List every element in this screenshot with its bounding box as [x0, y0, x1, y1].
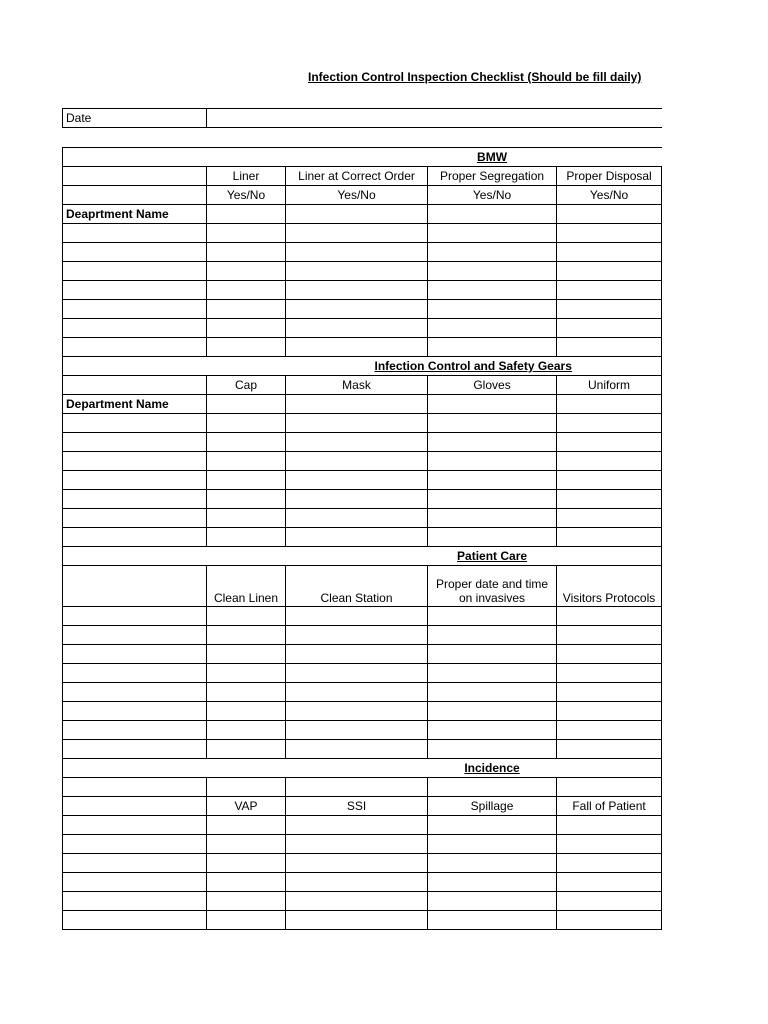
table-cell[interactable]	[286, 778, 428, 797]
column-header-date-time-invasives: Proper date and time on invasives	[428, 566, 557, 607]
table-cell[interactable]	[557, 683, 662, 702]
table-cell[interactable]	[557, 490, 662, 509]
table-cell[interactable]	[286, 702, 428, 721]
table-cell[interactable]	[428, 645, 557, 664]
table-cell[interactable]	[207, 892, 286, 911]
table-row	[63, 664, 662, 683]
table-row	[63, 854, 662, 873]
table-cell[interactable]	[207, 721, 286, 740]
table-cell[interactable]	[286, 490, 428, 509]
table-cell[interactable]	[207, 452, 286, 471]
section-heading-gears: Infection Control and Safety Gears	[286, 357, 662, 376]
column-header-gloves: Gloves	[428, 376, 557, 395]
column-header-proper-segregation: Proper Segregation	[428, 167, 557, 186]
table-cell[interactable]	[286, 528, 428, 547]
table-row	[63, 626, 662, 645]
subheader-yes-no: Yes/No	[557, 186, 662, 205]
table-cell[interactable]	[557, 702, 662, 721]
table-cell[interactable]	[428, 471, 557, 490]
table-cell[interactable]	[63, 835, 207, 854]
table-cell[interactable]	[428, 528, 557, 547]
table-cell[interactable]	[428, 262, 557, 281]
table-cell[interactable]	[286, 509, 428, 528]
table-cell[interactable]	[286, 892, 428, 911]
column-header-liner-correct-order: Liner at Correct Order	[286, 167, 428, 186]
table-cell[interactable]	[207, 702, 286, 721]
table-row	[63, 778, 662, 797]
table-cell[interactable]	[286, 835, 428, 854]
table-cell[interactable]	[557, 528, 662, 547]
column-header-visitors-protocols: Visitors Protocols	[557, 566, 662, 607]
table-cell[interactable]	[207, 300, 286, 319]
table-row	[63, 262, 662, 281]
table-cell[interactable]	[428, 664, 557, 683]
table-row	[63, 490, 662, 509]
table-cell[interactable]	[286, 471, 428, 490]
column-header-fall-of-patient: Fall of Patient	[557, 797, 662, 816]
table-cell[interactable]	[557, 395, 662, 414]
table-cell[interactable]	[207, 338, 286, 357]
table-cell[interactable]	[428, 721, 557, 740]
table-cell[interactable]	[557, 281, 662, 300]
table-cell[interactable]	[428, 338, 557, 357]
table-row	[63, 740, 662, 759]
table-cell[interactable]	[286, 414, 428, 433]
table-cell[interactable]	[557, 626, 662, 645]
table-row	[63, 414, 662, 433]
table-row	[63, 702, 662, 721]
table-cell[interactable]	[428, 835, 557, 854]
table-cell[interactable]	[207, 835, 286, 854]
table-row	[63, 319, 662, 338]
table-cell[interactable]	[557, 778, 662, 797]
table-cell[interactable]	[63, 338, 207, 357]
table-cell[interactable]	[286, 854, 428, 873]
table-cell[interactable]	[63, 664, 207, 683]
table-cell[interactable]	[428, 702, 557, 721]
table-row	[63, 243, 662, 262]
table-cell[interactable]	[557, 452, 662, 471]
table-cell[interactable]	[428, 433, 557, 452]
table-row	[63, 471, 662, 490]
table-cell[interactable]	[286, 452, 428, 471]
table-cell[interactable]	[63, 854, 207, 873]
table-cell[interactable]	[207, 911, 286, 930]
table-cell[interactable]	[428, 892, 557, 911]
table-cell[interactable]	[63, 319, 207, 338]
table-cell[interactable]	[207, 262, 286, 281]
table-cell[interactable]	[63, 778, 207, 797]
table-cell[interactable]	[63, 490, 207, 509]
table-cell[interactable]	[207, 243, 286, 262]
table-cell[interactable]	[207, 664, 286, 683]
table-cell[interactable]	[428, 911, 557, 930]
table-cell[interactable]	[428, 873, 557, 892]
section-heading-bmw: BMW	[428, 148, 557, 167]
table-cell[interactable]	[207, 626, 286, 645]
table-cell[interactable]	[286, 607, 428, 626]
table-cell[interactable]	[428, 607, 557, 626]
table-cell[interactable]	[428, 452, 557, 471]
table-cell[interactable]	[557, 243, 662, 262]
table-row	[63, 205, 662, 224]
table-cell[interactable]	[557, 892, 662, 911]
table-cell[interactable]	[286, 433, 428, 452]
table-cell[interactable]	[557, 645, 662, 664]
table-cell[interactable]	[286, 262, 428, 281]
table-cell[interactable]	[286, 224, 428, 243]
table-cell[interactable]	[207, 433, 286, 452]
table-cell[interactable]	[63, 262, 207, 281]
table-cell[interactable]	[286, 683, 428, 702]
table-row	[63, 452, 662, 471]
table-cell[interactable]	[286, 338, 428, 357]
column-header-vap: VAP	[207, 797, 286, 816]
table-cell[interactable]	[63, 702, 207, 721]
table-row	[63, 645, 662, 664]
table-row	[63, 607, 662, 626]
table-cell[interactable]	[557, 224, 662, 243]
table-cell[interactable]	[286, 664, 428, 683]
table-cell[interactable]	[428, 778, 557, 797]
checklist-table	[62, 147, 662, 930]
table-cell[interactable]	[428, 740, 557, 759]
column-header-spillage: Spillage	[428, 797, 557, 816]
table-cell[interactable]	[428, 816, 557, 835]
table-cell[interactable]	[286, 626, 428, 645]
table-cell[interactable]	[63, 626, 207, 645]
table-cell[interactable]	[428, 509, 557, 528]
date-label: Date	[63, 109, 207, 128]
table-cell[interactable]	[63, 721, 207, 740]
table-cell[interactable]	[428, 414, 557, 433]
table-cell[interactable]	[557, 319, 662, 338]
table-cell[interactable]	[63, 683, 207, 702]
table-cell[interactable]	[286, 281, 428, 300]
date-input-cell[interactable]	[207, 109, 662, 128]
column-header-proper-disposal: Proper Disposal	[557, 167, 662, 186]
column-header-clean-station: Clean Station	[286, 566, 428, 607]
table-cell[interactable]	[557, 607, 662, 626]
table-row	[63, 281, 662, 300]
table-cell[interactable]	[207, 816, 286, 835]
table-row	[63, 816, 662, 835]
table-cell[interactable]	[207, 319, 286, 338]
table-cell[interactable]	[63, 433, 207, 452]
table-cell[interactable]	[286, 300, 428, 319]
date-table	[62, 108, 662, 128]
table-cell[interactable]	[557, 740, 662, 759]
table-cell[interactable]	[286, 319, 428, 338]
row-label-department: Department Name	[63, 395, 207, 414]
table-cell[interactable]	[63, 414, 207, 433]
column-header-cap: Cap	[207, 376, 286, 395]
table-cell[interactable]	[428, 224, 557, 243]
subheader-yes-no: Yes/No	[286, 186, 428, 205]
table-cell[interactable]	[63, 740, 207, 759]
column-header-liner: Liner	[207, 167, 286, 186]
table-row	[63, 683, 662, 702]
table-cell[interactable]	[428, 683, 557, 702]
table-cell[interactable]	[557, 835, 662, 854]
table-cell[interactable]	[207, 854, 286, 873]
table-cell[interactable]	[286, 395, 428, 414]
table-cell[interactable]	[63, 509, 207, 528]
table-row	[63, 873, 662, 892]
table-row	[63, 300, 662, 319]
table-row	[63, 892, 662, 911]
table-row	[63, 509, 662, 528]
table-cell[interactable]	[557, 664, 662, 683]
table-cell[interactable]	[207, 740, 286, 759]
table-cell[interactable]	[207, 607, 286, 626]
table-cell[interactable]	[428, 300, 557, 319]
table-cell[interactable]	[557, 433, 662, 452]
column-header-ssi: SSI	[286, 797, 428, 816]
table-cell[interactable]	[428, 205, 557, 224]
table-cell[interactable]	[63, 873, 207, 892]
table-cell[interactable]	[557, 873, 662, 892]
table-cell[interactable]	[428, 395, 557, 414]
table-cell[interactable]	[428, 854, 557, 873]
table-cell[interactable]	[286, 816, 428, 835]
table-cell[interactable]	[207, 205, 286, 224]
section-heading-incidence: Incidence	[428, 759, 557, 778]
table-cell[interactable]	[557, 338, 662, 357]
table-cell[interactable]	[428, 243, 557, 262]
table-cell[interactable]	[557, 205, 662, 224]
table-cell[interactable]	[63, 528, 207, 547]
table-cell[interactable]	[557, 816, 662, 835]
table-row	[63, 338, 662, 357]
table-cell[interactable]	[63, 452, 207, 471]
table-cell[interactable]	[63, 911, 207, 930]
table-cell[interactable]	[557, 414, 662, 433]
table-cell[interactable]	[428, 319, 557, 338]
subheader-yes-no: Yes/No	[428, 186, 557, 205]
table-cell[interactable]	[286, 721, 428, 740]
table-cell[interactable]	[286, 645, 428, 664]
table-cell[interactable]	[286, 205, 428, 224]
table-cell[interactable]	[63, 224, 207, 243]
table-cell[interactable]	[207, 528, 286, 547]
table-cell[interactable]	[63, 281, 207, 300]
table-cell[interactable]	[63, 300, 207, 319]
table-cell[interactable]	[428, 281, 557, 300]
table-cell[interactable]	[557, 471, 662, 490]
table-cell[interactable]	[557, 854, 662, 873]
table-cell[interactable]	[207, 281, 286, 300]
table-row	[63, 911, 662, 930]
table-cell[interactable]	[557, 721, 662, 740]
table-cell[interactable]	[63, 892, 207, 911]
table-row	[63, 835, 662, 854]
table-cell[interactable]	[207, 778, 286, 797]
table-cell[interactable]	[207, 509, 286, 528]
table-cell[interactable]	[207, 490, 286, 509]
table-cell[interactable]	[557, 911, 662, 930]
table-cell[interactable]	[207, 414, 286, 433]
table-cell[interactable]	[286, 911, 428, 930]
table-row	[63, 224, 662, 243]
table-cell[interactable]	[286, 243, 428, 262]
table-cell[interactable]	[63, 816, 207, 835]
table-cell[interactable]	[63, 607, 207, 626]
table-row	[63, 433, 662, 452]
table-cell[interactable]	[207, 873, 286, 892]
column-header-uniform: Uniform	[557, 376, 662, 395]
page-title: Infection Control Inspection Checklist (Should be fill daily)	[308, 70, 642, 84]
subheader-yes-no: Yes/No	[207, 186, 286, 205]
table-cell[interactable]	[63, 243, 207, 262]
table-cell[interactable]	[428, 626, 557, 645]
table-cell[interactable]	[207, 471, 286, 490]
table-cell[interactable]	[63, 645, 207, 664]
table-cell[interactable]	[428, 490, 557, 509]
column-header-mask: Mask	[286, 376, 428, 395]
table-cell[interactable]	[286, 740, 428, 759]
table-cell[interactable]	[557, 300, 662, 319]
section-heading-patient-care: Patient Care	[428, 547, 557, 566]
table-cell[interactable]	[207, 683, 286, 702]
table-cell[interactable]	[557, 509, 662, 528]
table-cell[interactable]	[207, 645, 286, 664]
table-cell[interactable]	[63, 471, 207, 490]
column-header-clean-linen: Clean Linen	[207, 566, 286, 607]
table-cell[interactable]	[557, 262, 662, 281]
table-cell[interactable]	[286, 873, 428, 892]
table-row	[63, 395, 662, 414]
row-label-department: Deaprtment Name	[63, 205, 207, 224]
table-row	[63, 528, 662, 547]
table-row	[63, 721, 662, 740]
table-cell[interactable]	[207, 224, 286, 243]
table-cell[interactable]	[207, 395, 286, 414]
